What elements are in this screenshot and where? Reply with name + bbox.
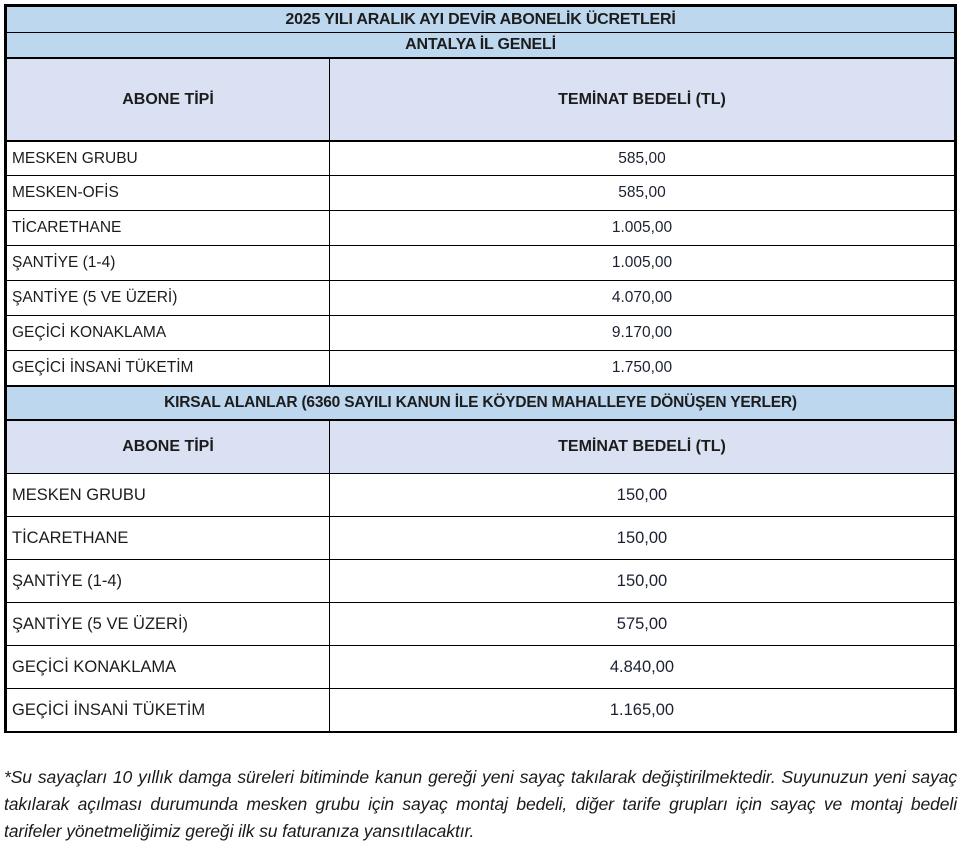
teminat-bedeli-cell: 150,00 <box>616 528 668 547</box>
abone-tipi-cell: ŞANTİYE (1-4) <box>7 560 330 602</box>
table-row <box>7 210 954 245</box>
abone-tipi-cell: MESKEN GRUBU <box>7 142 330 175</box>
table-title: 2025 YILI ARALIK AYI DEVİR ABONELİK ÜCRETLERİ <box>7 7 954 32</box>
table-row <box>7 315 954 350</box>
table-row <box>7 280 954 315</box>
teminat-bedeli-cell: 4.840,00 <box>609 657 675 676</box>
abone-tipi-cell: ŞANTİYE (1-4) <box>7 246 330 280</box>
table-row <box>7 140 954 175</box>
table-row <box>7 602 954 645</box>
abone-tipi-cell: TİCARETHANE <box>7 517 330 559</box>
teminat-bedeli-cell: 150,00 <box>616 485 668 504</box>
column-header-abone-tipi: ABONE TİPİ <box>7 59 330 140</box>
abone-tipi-cell: GEÇİCİ İNSANİ TÜKETİM <box>7 689 330 731</box>
footnote-text: *Su sayaçları 10 yıllık damga süreleri bitiminde kanun gereği yeni sayaç takılarak değiştirilmektedir. Suyunuzun yeni sayaç takılarak açılması durumunda mesken grubu için sayaç montaj bedeli, diğer tarife grupları için sayaç ve montaj bedeli tarifeler yönetmeliğimiz gereği ilk su faturanıza yansıtılacaktır. <box>4 767 957 841</box>
table-row <box>7 688 954 731</box>
teminat-bedeli-cell: 1.165,00 <box>609 700 675 719</box>
teminat-bedeli-cell: 150,00 <box>616 571 668 590</box>
abone-tipi-cell: ŞANTİYE (5 VE ÜZERİ) <box>7 281 330 315</box>
column-header-abone-tipi: ABONE TİPİ <box>7 421 330 473</box>
teminat-bedeli-cell: 585,00 <box>618 149 666 167</box>
header-row <box>7 421 954 473</box>
fee-table <box>4 4 957 733</box>
teminat-bedeli-cell: 1.005,00 <box>611 254 673 271</box>
abone-tipi-cell: GEÇİCİ İNSANİ TÜKETİM <box>7 351 330 385</box>
table-row <box>7 516 954 559</box>
table-subtitle: ANTALYA İL GENELİ <box>7 32 954 57</box>
teminat-bedeli-cell: 1.005,00 <box>611 219 673 236</box>
column-header-teminat-bedeli: TEMİNAT BEDELİ (TL) <box>558 438 726 455</box>
abone-tipi-cell: GEÇİCİ KONAKLAMA <box>7 646 330 688</box>
teminat-bedeli-cell: 9.170,00 <box>611 324 673 341</box>
table-row <box>7 559 954 602</box>
teminat-bedeli-cell: 1.750,00 <box>611 359 673 376</box>
table-row <box>7 245 954 280</box>
teminat-bedeli-cell: 4.070,00 <box>611 289 673 306</box>
abone-tipi-cell: TİCARETHANE <box>7 211 330 245</box>
teminat-bedeli-cell: 585,00 <box>618 184 666 201</box>
table-row <box>7 473 954 516</box>
abone-tipi-cell: MESKEN-OFİS <box>7 176 330 210</box>
section-rural <box>7 421 954 731</box>
table-row <box>7 350 954 385</box>
fee-document <box>4 4 957 845</box>
section-antalya <box>7 57 954 385</box>
table-row <box>7 175 954 210</box>
abone-tipi-cell: MESKEN GRUBU <box>7 474 330 516</box>
table-row <box>7 645 954 688</box>
teminat-bedeli-cell: 575,00 <box>616 614 668 633</box>
abone-tipi-cell: ŞANTİYE (5 VE ÜZERİ) <box>7 603 330 645</box>
abone-tipi-cell: GEÇİCİ KONAKLAMA <box>7 316 330 350</box>
section-title-kirsal-alanlar: KIRSAL ALANLAR (6360 SAYILI KANUN İLE KÖYDEN MAHALLEYE DÖNÜŞEN YERLER) <box>7 385 954 421</box>
header-row <box>7 57 954 140</box>
column-header-teminat-bedeli: TEMİNAT BEDELİ (TL) <box>558 90 726 108</box>
